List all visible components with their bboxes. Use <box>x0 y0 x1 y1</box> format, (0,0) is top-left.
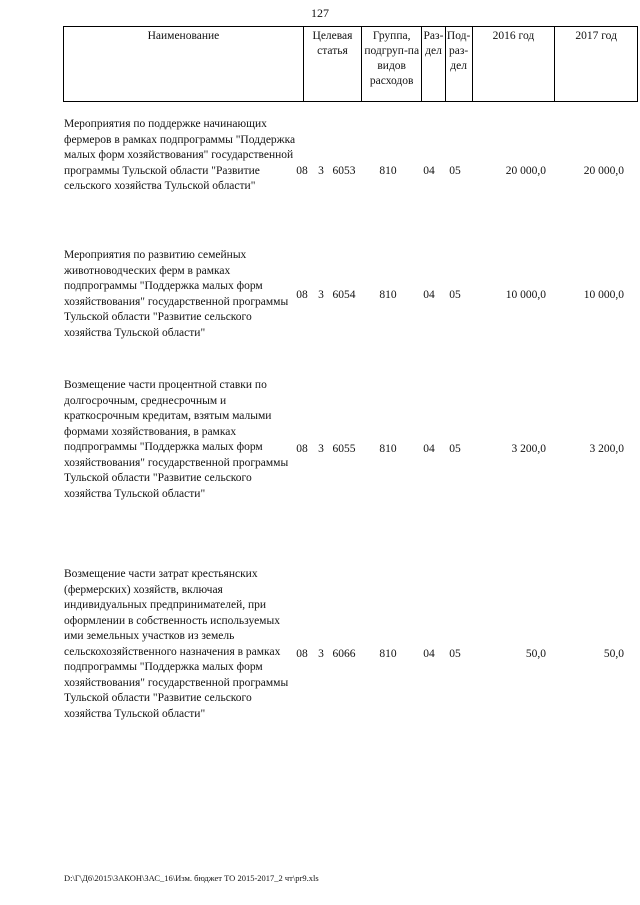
row-gruppa: 810 <box>379 165 397 177</box>
row-podrazdel: 05 <box>449 289 461 301</box>
row-year-2016: 20 000,0 <box>505 165 546 177</box>
row-podrazdel: 05 <box>449 165 461 177</box>
row-cs-b: 3 <box>318 648 324 660</box>
row-year-2016: 10 000,0 <box>505 289 546 301</box>
row-gruppa: 810 <box>379 648 397 660</box>
row-razdel: 04 <box>423 289 435 301</box>
row-podrazdel: 05 <box>449 443 461 455</box>
row-year-2017: 3 200,0 <box>589 443 624 455</box>
col-celevaya-statya: Целевая статья <box>303 27 361 102</box>
row-podrazdel: 05 <box>449 648 461 660</box>
col-year-2017: 2017 год <box>555 27 638 102</box>
row-razdel: 04 <box>423 443 435 455</box>
row-cs-c: 6066 <box>332 648 356 660</box>
budget-table-header <box>63 26 638 102</box>
row-name: Возмещение части затрат крестьянских (фермерских) хозяйств, включая индивидуальных предпринимателей, при оформлении в собственность используемых ими земельных участков из земель сельскохозяйственного назначения в рамках подпрограммы "Поддержка малых форм хозяйствования" государственной программы Тульской области "Развитие сельского хозяйства Тульской области" <box>64 568 289 720</box>
row-year-2017: 20 000,0 <box>583 165 624 177</box>
row-cs-c: 6054 <box>332 289 356 301</box>
row-cs-a: 08 <box>296 443 308 455</box>
page-number: 127 <box>311 6 329 20</box>
col-gruppa: Группа, подгруп-па видов расходов <box>362 27 422 102</box>
row-razdel: 04 <box>423 648 435 660</box>
row-year-2017: 50,0 <box>603 648 624 660</box>
row-name: Мероприятия по развитию семейных животноводческих ферм в рамках подпрограммы "Поддержка малых форм хозяйствования" государственной программы Тульской области "Развитие сельского хозяйства Тульской области" <box>64 249 289 339</box>
row-gruppa: 810 <box>379 289 397 301</box>
row-cs-a: 08 <box>296 289 308 301</box>
header-row <box>64 27 638 102</box>
col-year-2016: 2016 год <box>472 27 555 102</box>
row-cs-a: 08 <box>296 165 308 177</box>
row-cs-a: 08 <box>296 648 308 660</box>
footer-file-path: D:\Г\Д6\2015\ЗАКОН\ЗАС_16\Изм. бюджет ТО 2015-2017_2 чт\pr9.xls <box>64 873 319 883</box>
row-cs-c: 6055 <box>332 443 356 455</box>
col-podrazdel: Под-раз-дел <box>445 27 472 102</box>
row-cs-b: 3 <box>318 165 324 177</box>
col-naimenovanie: Наименование <box>64 27 304 102</box>
row-cs-b: 3 <box>318 443 324 455</box>
row-gruppa: 810 <box>379 443 397 455</box>
row-year-2016: 50,0 <box>525 648 546 660</box>
row-cs-c: 6053 <box>332 165 356 177</box>
row-cs-b: 3 <box>318 289 324 301</box>
col-razdel: Раз-дел <box>422 27 445 102</box>
row-razdel: 04 <box>423 165 435 177</box>
row-year-2016: 3 200,0 <box>511 443 546 455</box>
row-name: Возмещение части процентной ставки по долгосрочным, среднесрочным и краткосрочным кредитам, взятым малыми формами хозяйствования, в рамках подпрограммы "Поддержка малых форм хозяйствования" государственной программы Тульской области "Развитие сельского хозяйства Тульской области" <box>64 379 289 500</box>
row-year-2017: 10 000,0 <box>583 289 624 301</box>
row-name: Мероприятия по поддержке начинающих фермеров в рамках подпрограммы "Поддержка малых форм хозяйствования" государственной программы Тульской области "Развитие сельского хозяйства Тульской области" <box>64 118 296 192</box>
